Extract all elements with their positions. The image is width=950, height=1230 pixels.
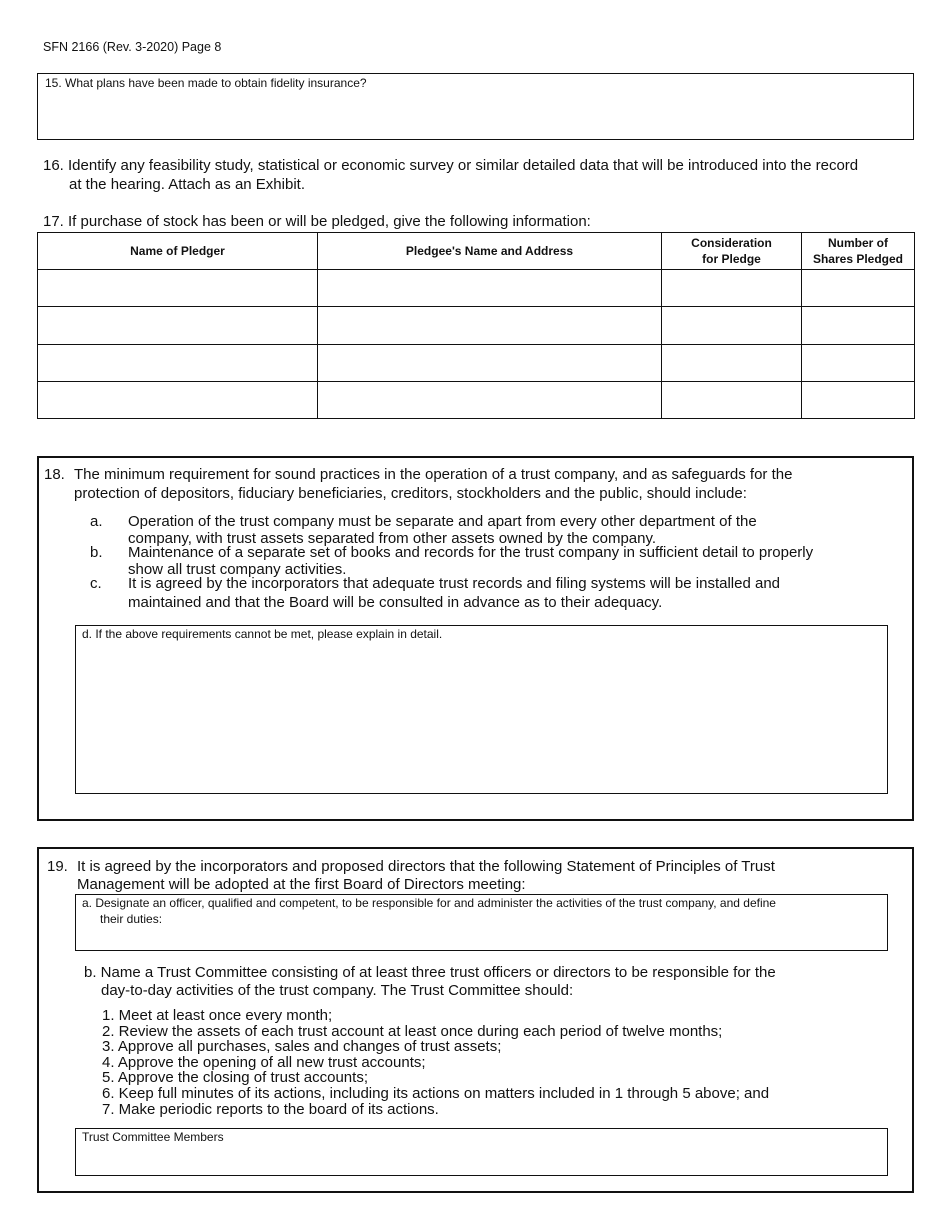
list-item: 7. Make periodic reports to the board of its actions. [102,1101,439,1118]
q15-answer-box[interactable] [37,73,914,140]
q18-section [37,456,914,821]
q19-text-line2: Management will be adopted at the first Board of Directors meeting: [77,876,526,893]
table-cell-shares[interactable] [802,344,915,381]
trust-committee-members-box[interactable] [75,1128,888,1176]
q17-text: 17. If purchase of stock has been or will be pledged, give the following information: [43,213,591,230]
pledge-table-header-row [38,233,915,270]
q18-item-a-line2: company, with trust assets separated from other assets owned by the company. [128,530,657,547]
q19-b-line1: b. Name a Trust Committee consisting of at least three trust officers or directors to be responsible for the [84,964,776,981]
table-row [38,381,915,418]
col-header-consideration: Consideration for Pledge [662,233,802,270]
pledge-table [37,232,915,419]
table-row [38,307,915,344]
list-item: 1. Meet at least once every month; [102,1007,333,1024]
q19-number: 19. [47,858,68,875]
list-item: 5. Approve the closing of trust accounts; [102,1069,368,1086]
q19-a-line2: their duties: [100,912,163,926]
table-cell-pledgee[interactable] [318,344,662,381]
table-row [38,344,915,381]
q18-item-b-line2: show all trust company activities. [128,561,347,578]
q19-text-line1: It is agreed by the incorporators and proposed directors that the following Statement of Principles of Trust [77,858,775,875]
col-header-shares-pledged: Number of Shares Pledged [802,233,915,270]
table-row [38,270,915,307]
table-cell-consideration[interactable] [662,344,802,381]
q18-d-answer-box[interactable] [75,625,888,794]
trust-committee-members-label: Trust Committee Members [82,1130,224,1144]
q18-item-c-line1: It is agreed by the incorporators that adequate trust records and filing systems will be installed and [128,575,781,592]
list-item: 2. Review the assets of each trust account at least once during each period of twelve months; [102,1023,723,1040]
table-cell-shares[interactable] [802,381,915,418]
q19-section [37,847,914,1193]
q15-label: 15. What plans have been made to obtain fidelity insurance? [45,76,367,90]
table-cell-shares[interactable] [802,307,915,344]
col-header-name-of-pledger: Name of Pledger [38,233,318,270]
table-cell-pledgee[interactable] [318,381,662,418]
table-cell-pledgee[interactable] [318,270,662,307]
q18-item-b-letter: b. [90,544,103,561]
q19-a-line1: a. Designate an officer, qualified and competent, to be responsible for and administer the activities of the trust company, and define [82,896,776,910]
q19-b-line2: day-to-day activities of the trust company. The Trust Committee should: [101,982,574,999]
q18-text-line2: protection of depositors, fiduciary beneficiaries, creditors, stockholders and the public, should include: [74,485,747,502]
q18-item-c-line2: maintained and that the Board will be consulted in advance as to their adequacy. [128,594,663,611]
table-cell-pledgee[interactable] [318,307,662,344]
q18-number: 18. [44,466,65,483]
form-id-header: SFN 2166 (Rev. 3-2020) Page 8 [43,40,222,54]
col-header-pledgee-name-address: Pledgee's Name and Address [318,233,662,270]
table-cell-pledger[interactable] [38,381,318,418]
q18-d-label: d. If the above requirements cannot be met, please explain in detail. [82,627,443,641]
table-cell-consideration[interactable] [662,381,802,418]
q19-a-answer-box[interactable] [75,894,888,951]
table-cell-pledger[interactable] [38,307,318,344]
table-cell-pledger[interactable] [38,344,318,381]
q16-text-line2: at the hearing. Attach as an Exhibit. [69,176,305,193]
q18-item-b-line1: Maintenance of a separate set of books and records for the trust company in sufficient detail to properly [128,544,814,561]
q16-text-line1: 16. Identify any feasibility study, statistical or economic survey or similar detailed data that will be introduced into the record [43,157,859,174]
q18-text-line1: The minimum requirement for sound practices in the operation of a trust company, and as safeguards for the [74,466,793,483]
table-cell-consideration[interactable] [662,307,802,344]
list-item: 6. Keep full minutes of its actions, including its actions on matters included in 1 through 5 above; and [102,1085,770,1102]
list-item: 3. Approve all purchases, sales and changes of trust assets; [102,1038,502,1055]
table-cell-shares[interactable] [802,270,915,307]
q18-item-c-letter: c. [90,575,102,592]
list-item: 4. Approve the opening of all new trust accounts; [102,1054,426,1071]
q18-item-a-letter: a. [90,513,103,530]
table-cell-consideration[interactable] [662,270,802,307]
table-cell-pledger[interactable] [38,270,318,307]
q18-item-a-line1: Operation of the trust company must be separate and apart from every other department of the [128,513,757,530]
